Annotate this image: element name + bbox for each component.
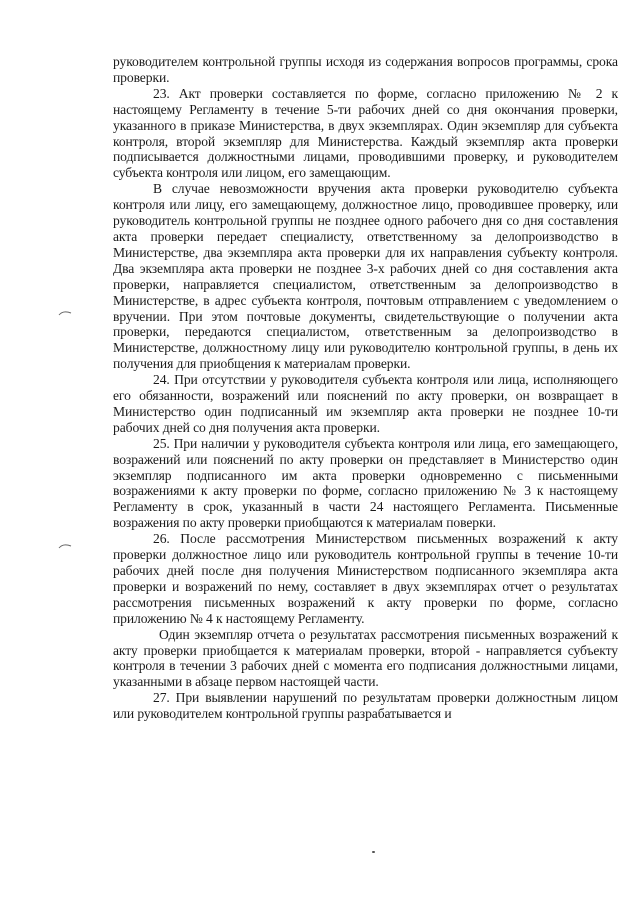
punch-mark-lower [58,543,72,549]
paragraph-27: 27. При выявлении нарушений по результатам проверки должностным лицом или руководителем контрольной группы разрабатывается и [113,690,618,722]
paragraph-25: 25. При наличии у руководителя субъекта контроля или лица, его замещающего, возражений или пояснений по акту проверки он представляет в Министерство один экземпляр подписанного им акта проверки одновременно с письменными возражениями к акту проверки по форме, согласно приложению № 3 к настоящему Регламенту в срок, указанный в части 24 настоящего Регламента. Письменные возражения по акту проверки приобщаются к материалам поверки. [113,435,618,531]
paragraph-23-delivery: В случае невозможности вручения акта проверки руководителю субъекта контроля или лицу, его замещающему, должностное лицо, проводившее проверку, или руководитель контрольной группы не позднее одного рабочего дня со дня составления акта проверки передает специалисту, ответственному за делопроизводство в Министерстве, два экземпляра акта проверки для их направления субъекту контроля. Два экземпляра акта проверки не позднее 3-х рабочих дней со дня составления акта проверки, направляется специалистом, ответственным за делопроизводство в Министерстве, в адрес субъекта контроля, почтовым отправлением с уведомлением о вручении. При этом почтовые документы, свидетельствующие о получении акта проверки, передаются специалистом, ответственным за делопроизводство в Министерстве, должностному лицу или руководителю контрольной группы, в день их получения для приобщения к материалам проверки. [113,181,618,372]
paragraph-24: 24. При отсутствии у руководителя субъекта контроля или лица, исполняющего его обязанности, возражений или пояснений по акту проверки, он возвращает в Министерство один подписанный им экземпляр акта проверки не позднее 10-ти рабочих дней со дня получения акта проверки. [113,372,618,435]
paragraph-26-report: Один экземпляр отчета о результатах рассмотрения письменных возражений к акту проверки приобщается к материалам проверки, второй - направляется субъекту контроля в течении 3 рабочих дней с момента его подписания должностными лицами, указанными в абзаце первом настоящей части. [113,626,618,690]
document-body [113,54,618,722]
punch-mark-upper [58,310,72,316]
paragraph-continuation: руководителем контрольной группы исходя из содержания вопросов программы, срока проверки. [113,54,618,85]
paragraph-26: 26. После рассмотрения Министерством письменных возражений к акту проверки должностное лицо или руководитель контрольной группы в течение 10-ти рабочих дней после дня получения Министерством подписанного экземпляра акта проверки и возражений по нему, составляет в двух экземплярах отчет о результатах рассмотрения письменных возражений к акту проверки по форме, согласно приложению № 4 к настоящему Регламенту. [113,531,618,626]
scan-speck [372,851,375,853]
paragraph-23: 23. Акт проверки составляется по форме, согласно приложению № 2 к настоящему Регламенту в течение 5-ти рабочих дней со дня окончания проверки, указанного в приказе Министерства, в двух экземплярах. Один экземпляр для субъекта контроля, второй экземпляр для Министерства. Каждый экземпляр акта проверки подписывается должностными лицами, проводившими проверку, и руководителем субъекта контроля или лицом, его замещающим. [113,85,618,181]
